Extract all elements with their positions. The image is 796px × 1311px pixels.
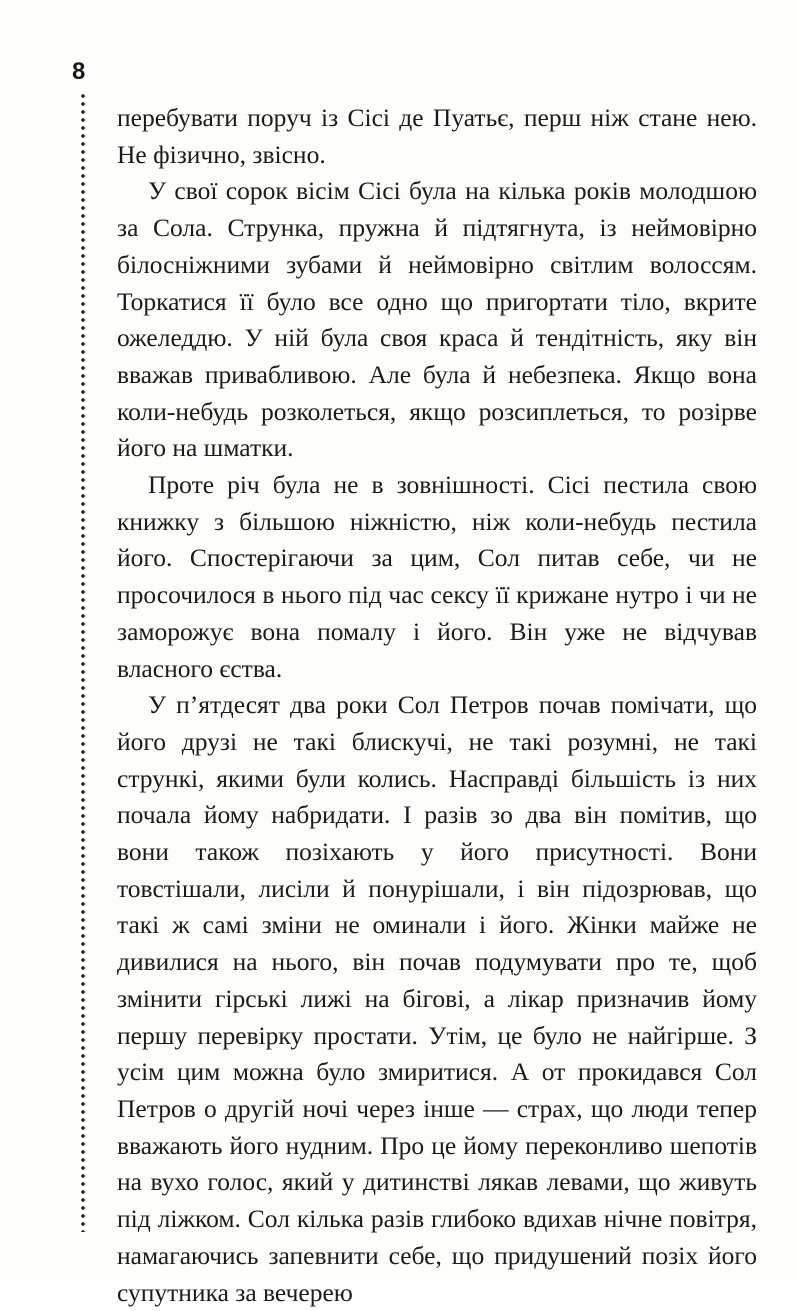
page-number: 8 [72, 58, 86, 85]
dotted-margin-rule [80, 92, 86, 1232]
paragraph: У свої сорок вісім Сісі була на кілька років молодшою за Сола. Струнка, пружна й підтягнута, із неймовірно білосніжними зубами й неймовірно світлим волоссям. Торкатися її було все одно що пригортати тіло, вкрите ожеледдю. У ній була своя краса й тендітність, яку він вважав привабливою. Але була й небезпека. Якщо вона коли-небудь розколеться, якщо розсиплеться, то розірве його на шматки. [117, 176, 757, 463]
paragraph: Проте річ була не в зовнішності. Сісі пестила свою книжку з більшою ніжністю, ніж коли-небудь пестила його. Спостерігаючи за цим, Сол питав себе, чи не просочилося в нього під час сексу її крижане нутро і чи не заморожує вона помалу і його. Він уже не відчував власного єства. [117, 470, 757, 683]
body-text [117, 100, 757, 1311]
paragraph-continuation: перебувати поруч із Сісі де Пуатьє, перш ніж стане нею. Не фізично, звісно. [117, 103, 757, 169]
paragraph: У п’ятдесят два роки Сол Петров почав помічати, що його друзі не такі блискучі, не такі розумні, не такі стрункі, якими були колись. Насправді більшість із них почала йому набридати. І разів зо два він помітив, що вони також позіхають у його присутності. Вони товстішали, лисіли й понурішали, і він підозрював, що такі ж самі зміни не оминали і його. Жінки майже не дивилися на нього, він почав подумувати про те, щоб змінити гірські лижі на бігові, а лікар призначив йому першу перевірку простати. Утім, це було не найгірше. З усім цим можна було змиритися. А от прокидався Сол Петров о другій ночі через інше — страх, що люди тепер вважають його нудним. Про це йому переконливо шепотів на вухо голос, який у дитинстві лякав левами, що живуть під ліжком. Сол кілька разів глибоко вдихав нічне повітря, намагаючись запевнити себе, що придушений позіх його супутника за вечерею [117, 690, 757, 1307]
